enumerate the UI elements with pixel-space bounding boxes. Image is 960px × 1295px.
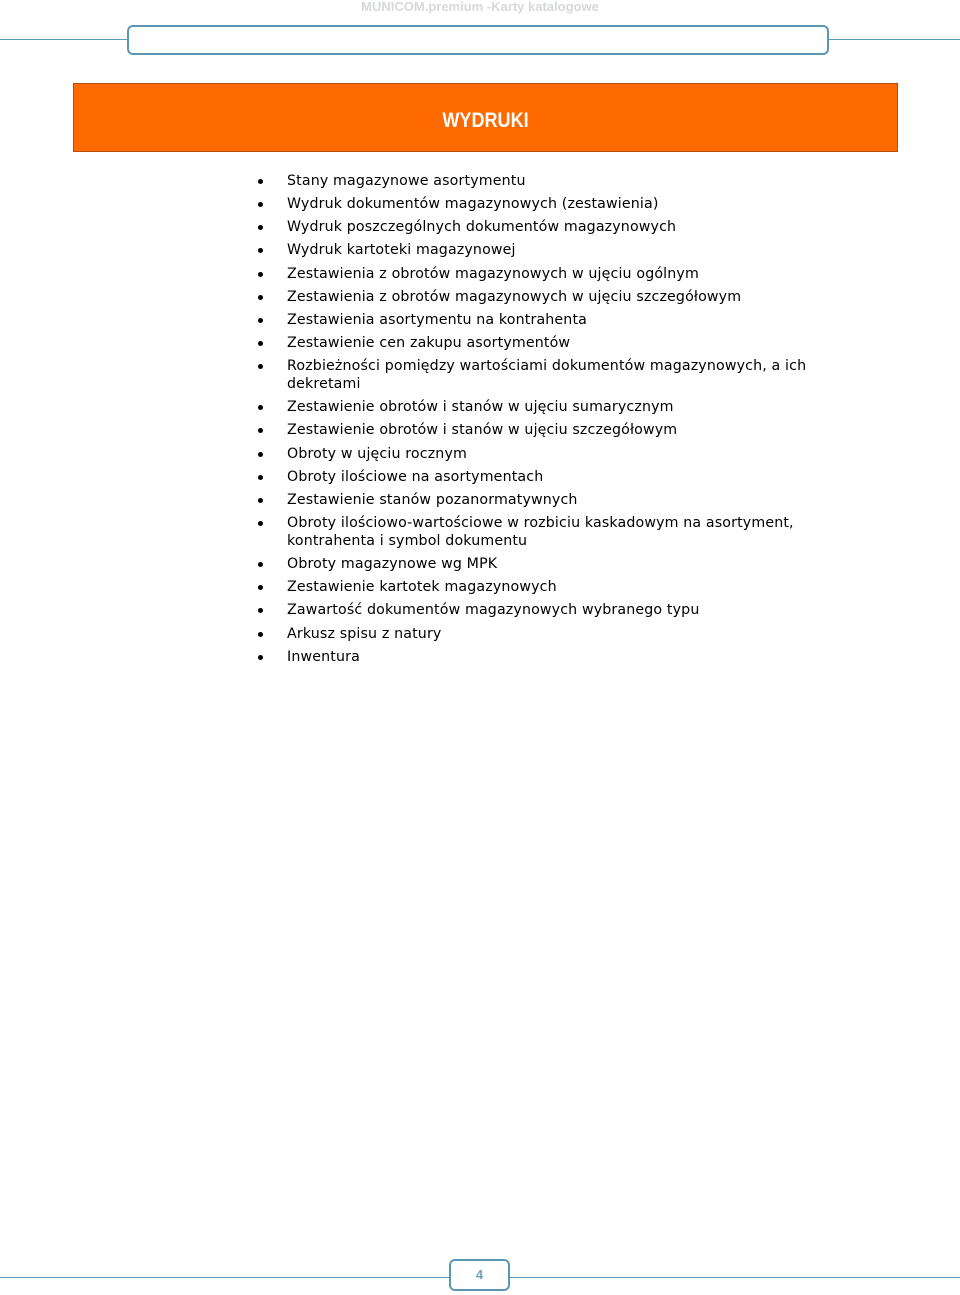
- list-item: [258, 288, 858, 306]
- list-item-text: Arkusz spisu z natury: [287, 625, 442, 642]
- list-item-text: Wydruk poszczególnych dokumentów magazynowych: [287, 219, 677, 236]
- list-item-text: Zestawienia asortymentu na kontrahenta: [287, 311, 588, 328]
- bullet-icon: [258, 428, 263, 433]
- document-header-title: MUNICOM.premium -Karty katalogowe: [361, 0, 599, 14]
- list-item: [258, 514, 858, 550]
- bullet-icon: [258, 655, 263, 660]
- bullet-icon: [258, 318, 263, 323]
- bullet-icon: [258, 632, 263, 637]
- bullet-icon: [258, 341, 263, 346]
- section-banner: [73, 83, 898, 152]
- list-item-text: Wydruk dokumentów magazynowych (zestawienia): [287, 196, 659, 213]
- bullet-icon: [258, 475, 263, 480]
- list-item-text: Zestawienie stanów pozanormatywnych: [287, 491, 578, 508]
- list-item: [258, 421, 858, 439]
- list-item: [258, 172, 858, 190]
- list-item-text: Obroty ilościowo-wartościowe w rozbiciu kaskadowym na asortyment, kontrahenta i symbol dokumentu: [287, 514, 794, 549]
- bullet-icon: [258, 608, 263, 613]
- bullet-icon: [258, 562, 263, 567]
- list-item-text: Wydruk kartoteki magazynowej: [287, 242, 516, 259]
- list-item-text: Inwentura: [287, 648, 360, 665]
- list-item: [258, 445, 858, 463]
- header-frame: [127, 25, 829, 55]
- list-item-text: Stany magazynowe asortymentu: [287, 173, 526, 189]
- bullet-icon: [258, 295, 263, 300]
- bullet-icon: [258, 225, 263, 230]
- list-item-text: Zestawienie obrotów i stanów w ujęciu szczegółowym: [287, 422, 678, 439]
- bullet-icon: [258, 452, 263, 457]
- list-item: [258, 625, 858, 643]
- list-item: [258, 648, 858, 666]
- list-item-text: Obroty magazynowe wg MPK: [287, 556, 498, 573]
- list-item-text: Zestawienie cen zakupu asortymentów: [287, 334, 571, 351]
- list-item-text: Obroty ilościowe na asortymentach: [287, 468, 544, 485]
- list-item: [258, 241, 858, 259]
- section-title: WYDRUKI: [442, 109, 529, 132]
- bullet-icon: [258, 521, 263, 526]
- list-item-text: Zestawienie kartotek magazynowych: [287, 579, 557, 596]
- list-item: [258, 601, 858, 619]
- list-item-text: Zawartość dokumentów magazynowych wybranego typu: [287, 602, 700, 619]
- list-item-text: Rozbieżności pomiędzy wartościami dokumentów magazynowych, a ich dekretami: [287, 358, 807, 393]
- list-item-text: Obroty w ujęciu rocznym: [287, 445, 467, 462]
- list-item: [258, 334, 858, 352]
- list-item: [258, 578, 858, 596]
- page-number: 4: [475, 1267, 484, 1282]
- bullet-icon: [258, 179, 263, 184]
- list-item: [258, 555, 858, 573]
- list-item: [258, 468, 858, 486]
- bullet-icon: [258, 364, 263, 369]
- list-item: [258, 265, 858, 283]
- bullet-icon: [258, 202, 263, 207]
- bullet-icon: [258, 248, 263, 253]
- list-item-text: Zestawienia z obrotów magazynowych w ujęciu ogólnym: [287, 265, 699, 282]
- reports-list: [258, 172, 858, 671]
- list-item: [258, 311, 858, 329]
- list-item: [258, 357, 858, 393]
- bullet-icon: [258, 272, 263, 277]
- bullet-icon: [258, 585, 263, 590]
- page-number-box: [449, 1259, 510, 1291]
- list-item: [258, 195, 858, 213]
- bullet-icon: [258, 498, 263, 503]
- list-item-text: Zestawienie obrotów i stanów w ujęciu sumarycznym: [287, 399, 674, 416]
- bullet-icon: [258, 405, 263, 410]
- list-item: [258, 398, 858, 416]
- list-item: [258, 491, 858, 509]
- list-item: [258, 218, 858, 236]
- list-item-text: Zestawienia z obrotów magazynowych w ujęciu szczegółowym: [287, 288, 742, 305]
